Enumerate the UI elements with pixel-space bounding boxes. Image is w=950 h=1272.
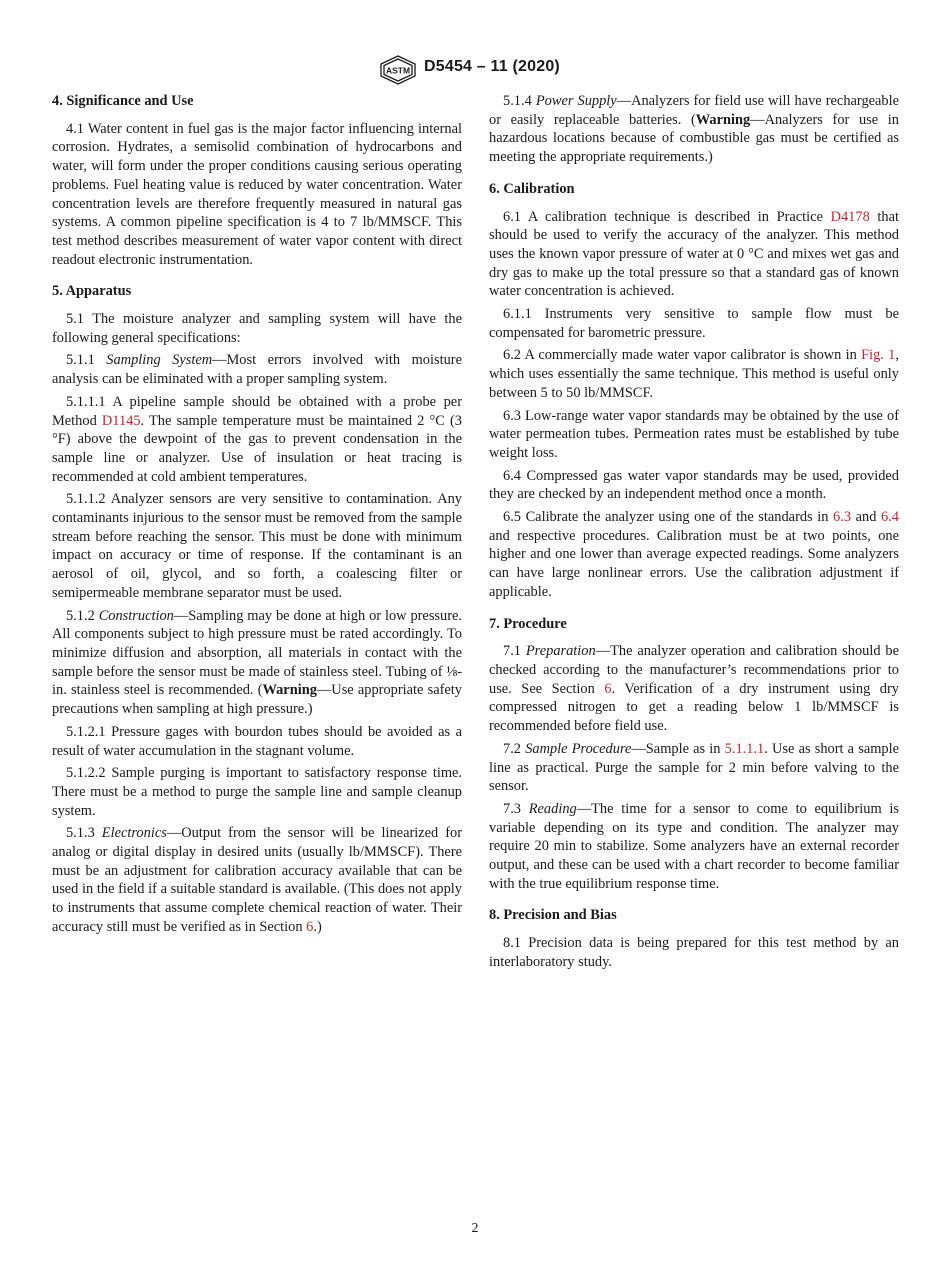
- warning-label: Warning: [695, 111, 751, 128]
- para-text: . Use as short a sample line as practical. Purge the sample for 2 min before valving to the sensor.: [489, 740, 900, 795]
- section-7-heading: 7. Procedure: [489, 615, 567, 632]
- link-d1145[interactable]: D1145: [101, 412, 141, 429]
- para-number: 7.3: [503, 800, 521, 817]
- para-text: —Output from the sensor will be linearized for analog or digital display in desired units (usually lb/MMSCF). There must be an adjustment for calibration accuracy available that can be used in the field if a suitable standard is available. (This does not apply to instruments that assume complete chemical reaction of water. Their accuracy still must be verified as in Section: [52, 825, 462, 935]
- para-7-1: [489, 642, 899, 736]
- para-title: Sampling System: [106, 352, 213, 369]
- para-number: 7.1: [503, 643, 521, 660]
- para-text: , which uses essentially the same technique. This method is useful only between 5 to 50 lb/MMSCF.: [489, 347, 899, 401]
- para-6-1-1: 6.1.1 Instruments very sensitive to sample flow must be compensated for barometric pressure.: [489, 306, 899, 341]
- para-number: 5.1.4: [503, 93, 532, 109]
- section-8-heading: 8. Precision and Bias: [489, 907, 617, 924]
- para-text: . The sample temperature must be maintained 2 °C (3 °F) above the dewpoint of the gas to prevent condensation in the sample line or analyzer. Use of insulation or heat tracing is recommended at cold ambient temperatures.: [52, 412, 462, 485]
- para-number: 5.1.2: [66, 607, 95, 624]
- para-text: —Sampling may be done at high or low pressure. All components subject to high pressure must be rated accordingly. To minimize diffusion and absorption, all materials in contact with the sample before the sensor must be made of stainless steel. Tubing of ⅛-in. stainless steel is recommended. (: [52, 607, 462, 699]
- para-text: —Sample as in: [631, 740, 725, 757]
- logo-text: ASTM: [385, 65, 411, 76]
- para-text: and respective procedures. Calibration must be at two points, one higher and one lower than average expected readings. Some analyzers can have large nonlinear errors. Use the calibration adjustment if applicable.: [489, 527, 899, 600]
- link-6-4[interactable]: 6.4: [881, 509, 899, 526]
- para-6-4: 6.4 Compressed gas water vapor standards may be used, provided they are checked by an independent method once a month.: [489, 467, 899, 503]
- para-6-3: 6.3 Low-range water vapor standards may be obtained by the use of water permeation tubes. Permeation rates must be established by tube weight loss.: [489, 407, 899, 461]
- right-column: [489, 92, 899, 976]
- para-text: 5.1.1.1 A pipeline sample should be obtained with a probe per Method: [52, 393, 462, 429]
- warning-label: Warning: [262, 682, 317, 699]
- para-5-1: 5.1 The moisture analyzer and sampling system will have the following general specifications:: [52, 311, 462, 346]
- para-number: 5.1.1: [66, 352, 95, 369]
- para-text: 6.5 Calibrate the analyzer using one of the standards in: [503, 509, 834, 526]
- link-6-3[interactable]: 6.3: [833, 509, 852, 526]
- para-title: Reading: [528, 800, 577, 817]
- section-4-heading: 4. Significance and Use: [52, 93, 194, 109]
- document-designation: D5454 – 11 (2020): [424, 58, 560, 75]
- astm-logo: [379, 55, 417, 85]
- para-number: 5.1.3: [66, 825, 95, 842]
- page-header: [0, 55, 950, 85]
- section-6-heading: 6. Calibration: [489, 180, 575, 197]
- page-number: 2: [471, 1221, 479, 1236]
- para-title: Construction: [98, 607, 174, 624]
- para-text: . Verification of a dry instrument using dry compressed nitrogen to get a reading below 1 lb/MMSCF is recommended before field use.: [489, 680, 899, 735]
- para-text: —Use appropriate safety precautions when sampling at high pressure.): [52, 682, 462, 718]
- para-title: Preparation: [525, 643, 596, 660]
- section-5-heading: 5. Apparatus: [52, 283, 132, 300]
- para-6-1: [489, 208, 899, 302]
- para-text: —Analyzers for field use will have rechargeable or easily replaceable batteries. (: [489, 93, 899, 128]
- para-title: Power Supply: [535, 93, 617, 109]
- para-text: —The analyzer operation and calibration should be checked according to the manufacturer’s recommendations prior to use. See Section: [489, 643, 899, 697]
- para-text: .): [313, 918, 322, 935]
- para-5-1-4: [489, 92, 899, 167]
- link-d4178[interactable]: D4178: [830, 208, 870, 225]
- link-section-6[interactable]: 6: [306, 918, 314, 935]
- para-5-1-1-2: 5.1.1.2 Analyzer sensors are very sensitive to contamination. Any contaminants injurious to the sensor must be removed from the sample stream before reaching the sensor. This must be done with minimum impact on accuracy or time of response. If the contaminant is an aerosol of oil, glycol, and so forth, a coalescing filter or semipermeable membrane separator must be used.: [52, 491, 462, 601]
- para-5-1-2: [52, 607, 462, 719]
- para-text: that should be used to verify the accuracy of the analyzer. This method uses the known vapor pressure of water at 0 °C and mixes wet gas and dry gas to make up the total pressure so that a standard gas of known water concentration is achieved.: [489, 208, 899, 300]
- para-title: Electronics: [101, 825, 167, 842]
- para-6-5: [489, 508, 899, 602]
- para-8-1: 8.1 Precision data is being prepared for this test method by an interlaboratory study.: [489, 935, 899, 970]
- link-5-1-1-1[interactable]: 5.1.1.1: [724, 740, 765, 757]
- para-text: and: [851, 509, 881, 526]
- para-5-1-2-2: 5.1.2.2 Sample purging is important to satisfactory response time. There must be a method to purge the sample line and sample cleanup system.: [52, 765, 462, 819]
- left-column: [52, 92, 462, 941]
- para-5-1-1-1: [52, 393, 462, 487]
- para-5-1-2-1: 5.1.2.1 Pressure gages with bourdon tubes should be avoided as a result of water accumulation in the stagnant volume.: [52, 723, 462, 759]
- para-number: 7.2: [503, 740, 521, 757]
- para-6-2: [489, 346, 899, 402]
- para-title: Sample Procedure: [525, 740, 632, 757]
- para-4-1: 4.1 Water content in fuel gas is the major factor influencing internal corrosion. Hydrates, a semisolid combination of hydrocarbons and water, will form under the proper conditions causing serious operating problems. Fuel heating value is reduced by water concentration. Water concentration levels are therefore frequently measured in natural gas systems. A common pipeline specification is 4 to 7 lb/MMSCF. This test method describes measurement of water vapor content with direct readout electronic instrumentation.: [52, 120, 462, 268]
- para-5-1-1: [52, 351, 462, 388]
- para-text: —Analyzers for use in hazardous locations because of combustible gas must be certified as meeting the appropriate requirements.): [489, 111, 899, 166]
- para-text: 6.2 A commercially made water vapor calibrator is shown in: [503, 347, 862, 364]
- para-text: —The time for a sensor to come to equilibrium is variable depending on its type and condition. The analyzer may require 20 min to stabilize. Some analyzers have an external recorder output, and these can be used with a chart recorder to become familiar with the true equilibrium response time.: [489, 800, 899, 892]
- link-section-6[interactable]: 6: [604, 680, 612, 697]
- para-5-1-3: [52, 824, 462, 936]
- para-text: 6.1 A calibration technique is described in Practice: [503, 208, 831, 225]
- para-7-2: [489, 740, 899, 796]
- para-7-3: [489, 800, 899, 894]
- link-fig-1[interactable]: Fig. 1: [861, 347, 896, 364]
- para-text: —Most errors involved with moisture analysis can be eliminated with a proper sampling system.: [52, 352, 462, 388]
